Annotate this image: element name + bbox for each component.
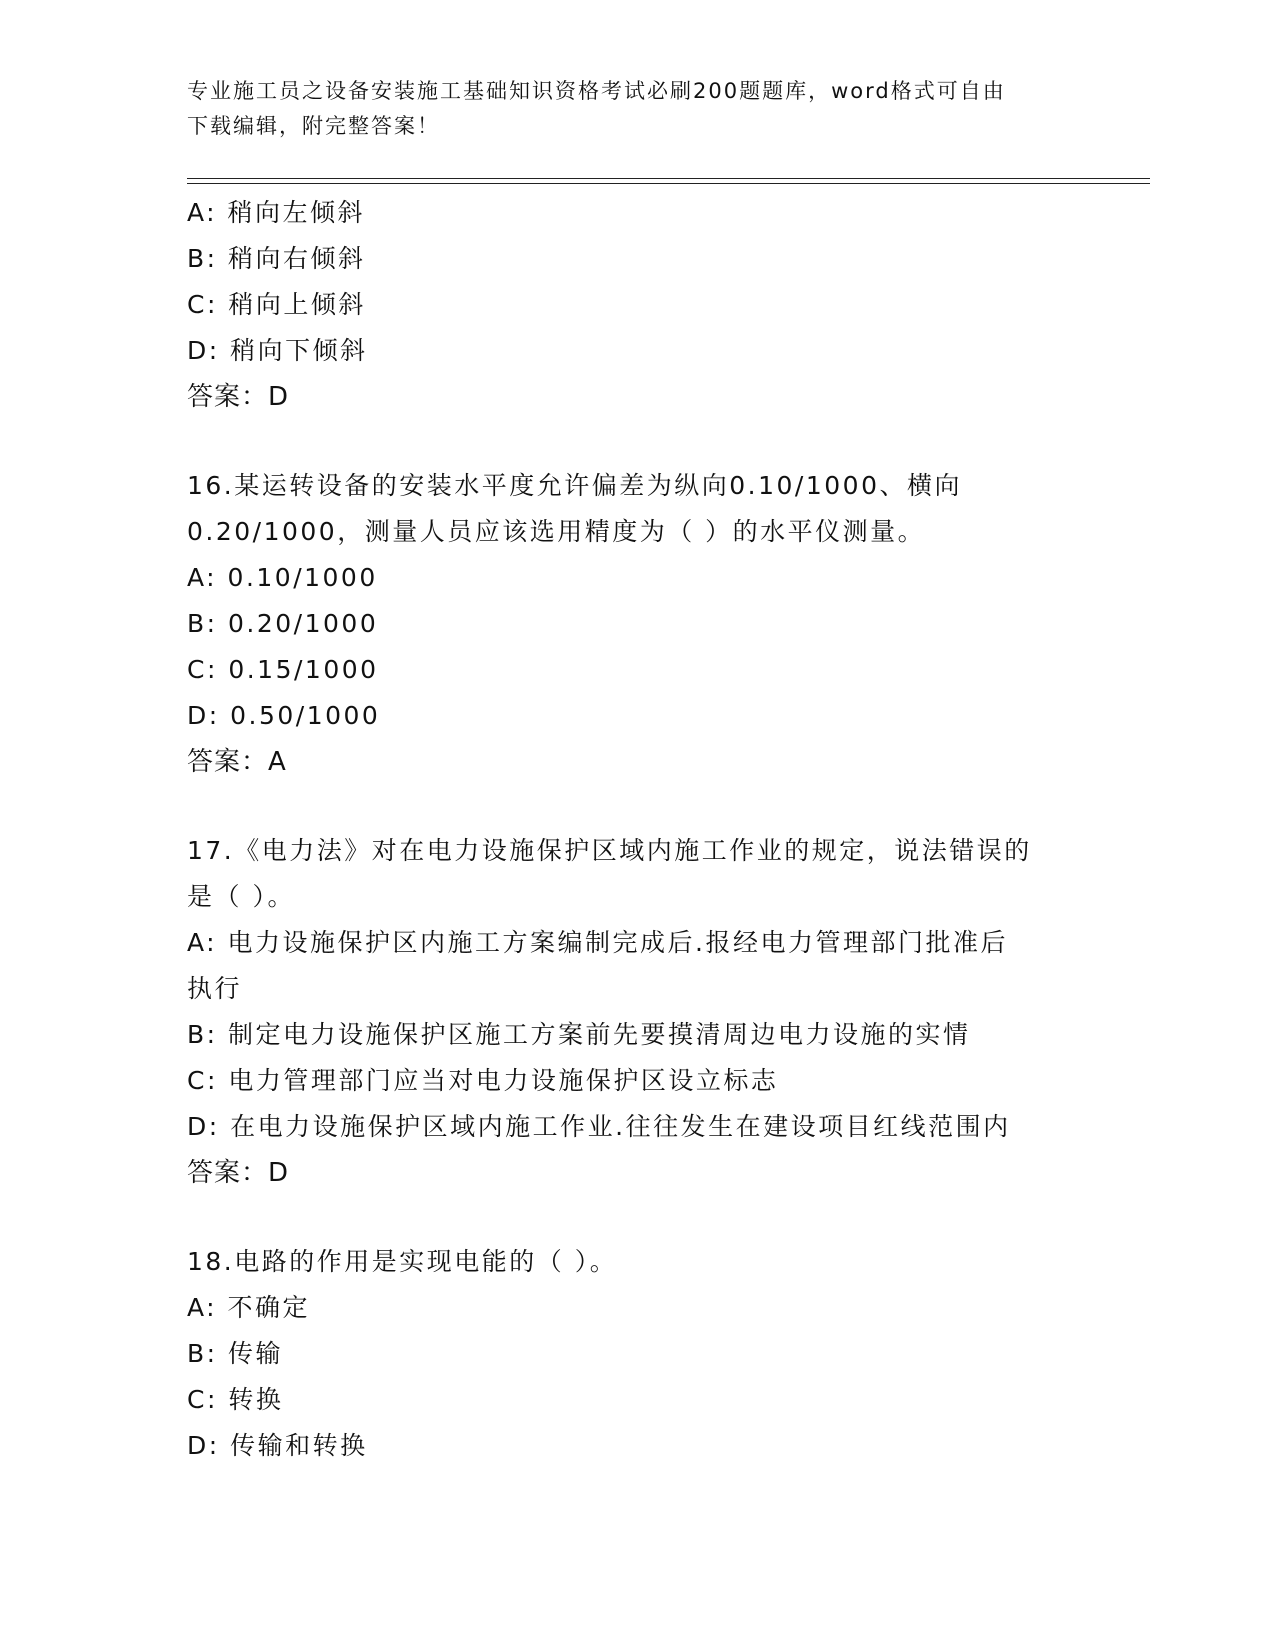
answer-line: 答案：D — [187, 382, 290, 412]
option-d: D: 稍向下倾斜 — [187, 336, 368, 365]
question-content — [187, 190, 1087, 1469]
option-b: B: 制定电力设施保护区施工方案前先要摸清周边电力设施的实情 — [187, 1020, 971, 1049]
option-d: D: 0.50/1000 — [187, 701, 381, 730]
option-a: A: 0.10/1000 — [187, 563, 378, 592]
header-divider-bottom — [187, 183, 1150, 184]
question-18 — [187, 1239, 1087, 1469]
question-16 — [187, 463, 1087, 785]
answer-line: 答案：A — [187, 747, 287, 777]
option-b: B: 传输 — [187, 1339, 284, 1368]
header-title-line-1: 专业施工员之设备安装施工基础知识资格考试必刷200题题库，word格式可自由 — [187, 79, 1006, 103]
option-a: A: 稍向左倾斜 — [187, 198, 366, 227]
question-stem-line-2: 0.20/1000，测量人员应该选用精度为（ ）的水平仪测量。 — [187, 517, 926, 546]
option-b: B: 0.20/1000 — [187, 609, 379, 638]
document-header — [187, 74, 1087, 144]
option-b: B: 稍向右倾斜 — [187, 244, 366, 273]
option-c: C: 0.15/1000 — [187, 655, 379, 684]
answer-line: 答案：D — [187, 1158, 290, 1188]
option-c: C: 稍向上倾斜 — [187, 290, 366, 319]
option-c: C: 转换 — [187, 1385, 284, 1414]
header-divider-top — [187, 178, 1150, 179]
option-c: C: 电力管理部门应当对电力设施保护区设立标志 — [187, 1066, 779, 1095]
question-15 — [187, 190, 1087, 420]
question-stem-line-1: 17.《电力法》对在电力设施保护区域内施工作业的规定，说法错误的 — [187, 836, 1032, 865]
question-stem-line-1: 18.电路的作用是实现电能的（ ）。 — [187, 1247, 618, 1276]
question-17 — [187, 828, 1087, 1196]
option-a-line-2: 执行 — [187, 974, 243, 1003]
header-title-line-2: 下载编辑，附完整答案！ — [187, 114, 440, 138]
question-stem-line-2: 是（ ）。 — [187, 882, 295, 911]
option-a-line-1: A: 电力设施保护区内施工方案编制完成后.报经电力管理部门批准后 — [187, 928, 1008, 957]
question-stem-line-1: 16.某运转设备的安装水平度允许偏差为纵向0.10/1000、横向 — [187, 471, 962, 500]
option-a: A: 不确定 — [187, 1293, 311, 1322]
option-d: D: 在电力设施保护区域内施工作业.往往发生在建设项目红线范围内 — [187, 1112, 1011, 1141]
option-d: D: 传输和转换 — [187, 1431, 368, 1460]
